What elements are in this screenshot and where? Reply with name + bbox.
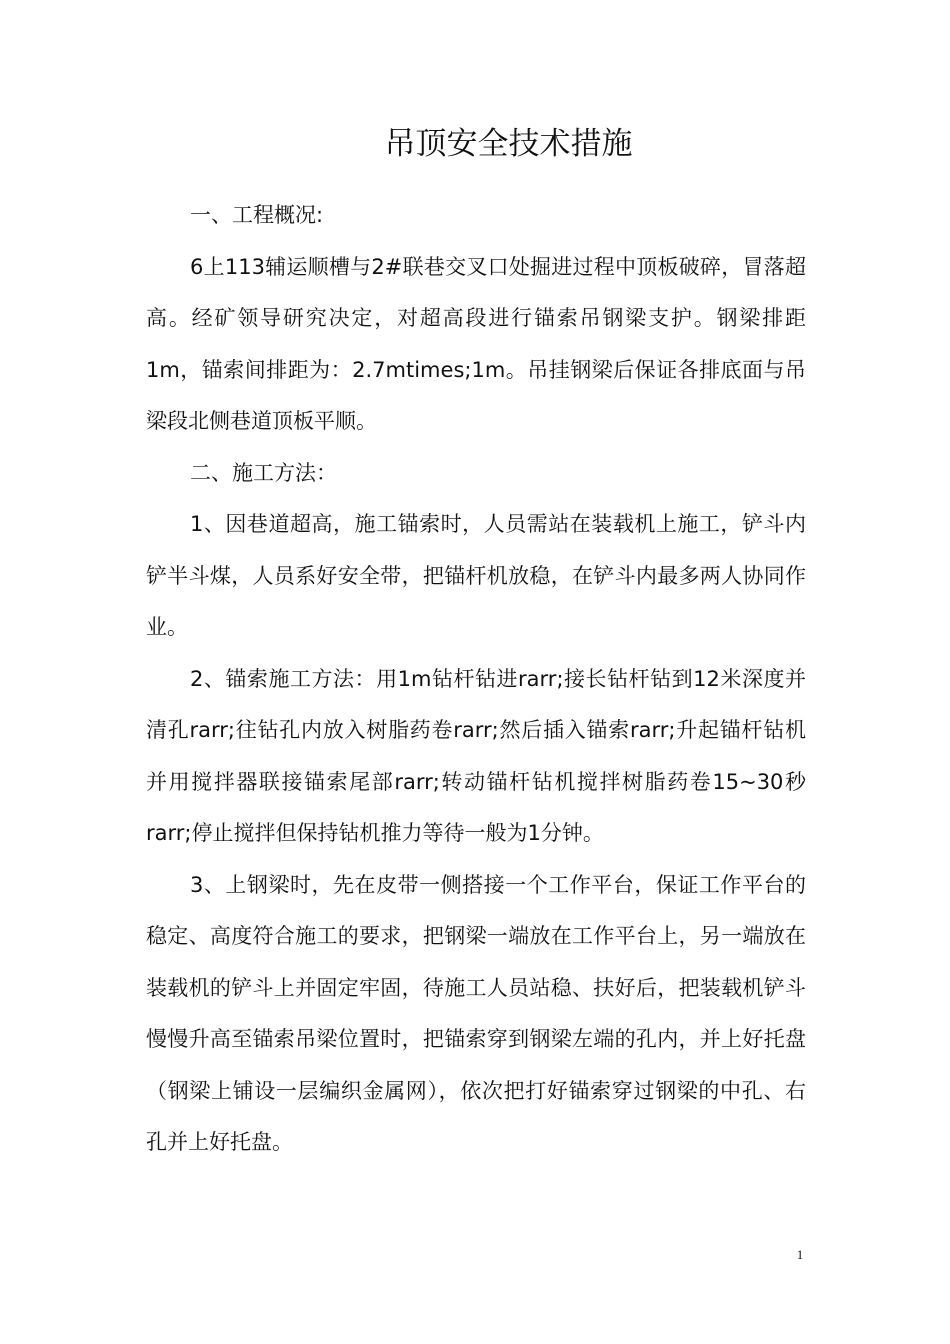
- section-heading-method: 二、施工方法：: [190, 460, 337, 485]
- overview-paragraph: 6上113辅运顺槽与2#联巷交叉口处掘进过程中顶板破碎，冒落超高。经矿领导研究决定，对超高段进行锚索吊钢梁支护。钢梁排距1m，锚索间排距为：2.7mtimes;1m。吊挂钢梁后保证各排底面与吊梁段北侧巷道顶板平顺。: [146, 254, 806, 433]
- method-step-2: 2、锚索施工方法：用1m钻杆钻进rarr;接长钻杆钻到12米深度并清孔rarr;往钻孔内放入树脂药卷rarr;然后插入锚索rarr;升起锚杆钻机并用搅拌器联接锚索尾部rarr;转动锚杆钻机搅拌树脂药卷15~30秒rarr;停止搅拌但保持钻机推力等待一般为1分钟。: [146, 666, 806, 845]
- section-heading-overview: 一、工程概况:: [190, 203, 324, 227]
- page-number: 1: [796, 1247, 804, 1262]
- document-body: [146, 190, 806, 1169]
- method-step-3: 3、上钢梁时，先在皮带一侧搭接一个工作平台，保证工作平台的稳定、高度符合施工的要求，把钢梁一端放在工作平台上，另一端放在装载机的铲斗上并固定牢固，待施工人员站稳、扶好后，把装载机铲斗慢慢升高至锚索吊梁位置时，把锚索穿到钢梁左端的孔内，并上好托盘（钢梁上铺设一层编织金属网），依次把打好锚索穿过钢梁的中孔、右孔并上好托盘。: [146, 872, 806, 1154]
- method-step-1: 1、因巷道超高，施工锚索时，人员需站在装载机上施工，铲斗内铲半斗煤，人员系好安全带，把锚杆机放稳，在铲斗内最多两人协同作业。: [146, 512, 806, 639]
- document-title: 吊顶安全技术措施: [384, 126, 633, 162]
